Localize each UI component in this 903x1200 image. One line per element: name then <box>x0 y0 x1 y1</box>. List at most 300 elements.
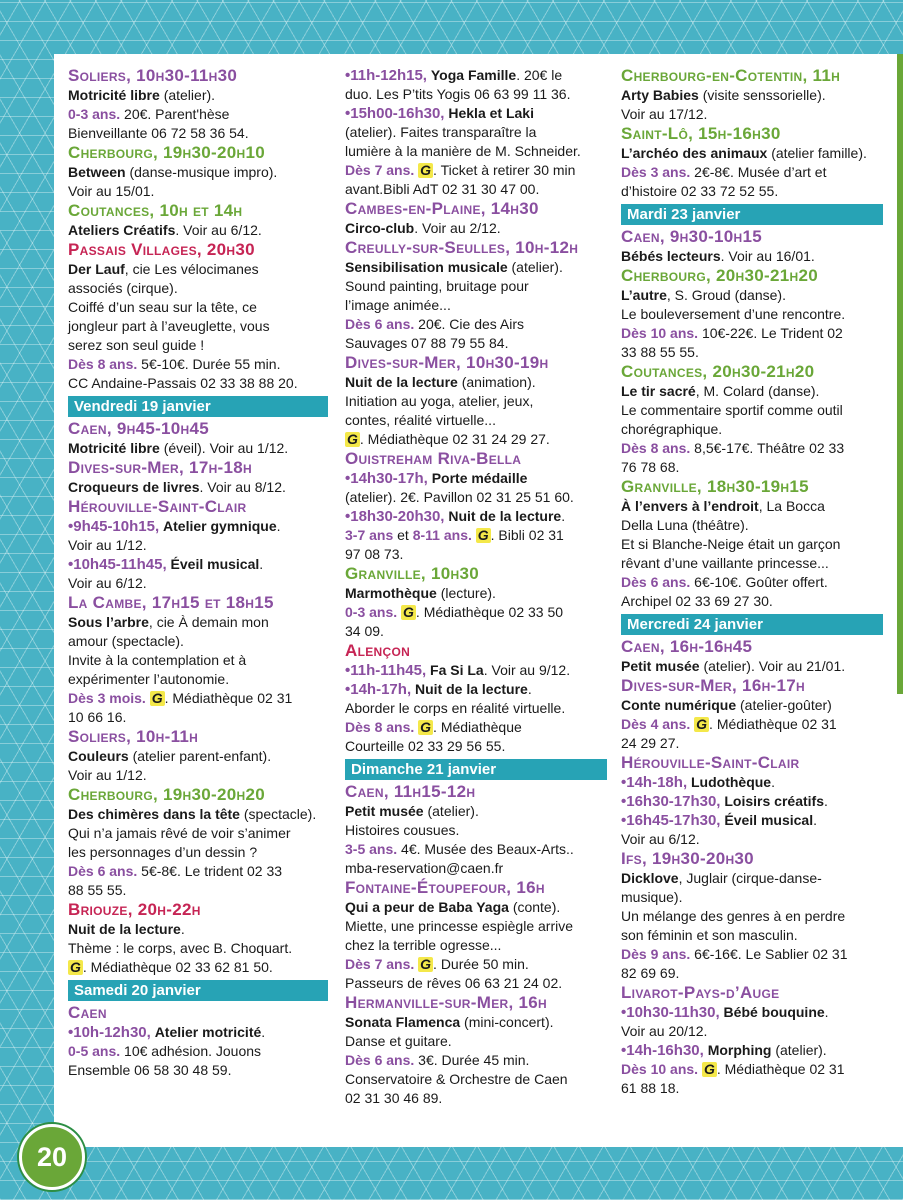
event-detail: . Médiathèque 02 31 <box>709 716 837 732</box>
event-detail: (danse-musique impro). <box>129 164 278 180</box>
event-detail: Qui n’a jamais rêvé de voir s’animer <box>68 825 291 841</box>
event-location-heading: Caen, 9h45-10h45 <box>68 419 210 438</box>
age-range: 0-3 ans. <box>68 106 121 122</box>
event-location-heading: Fontaine-Étoupefour, 16h <box>345 878 545 897</box>
event-text-line <box>68 124 328 143</box>
event-text-line <box>621 888 883 907</box>
event-text-line <box>621 792 883 811</box>
event-title: Sonata Flamenca <box>345 1014 461 1030</box>
event-text-line <box>621 516 883 535</box>
event-text-line <box>345 661 607 680</box>
event-detail: Voir au 1/12. <box>68 767 147 783</box>
event-title: Éveil musical <box>724 812 814 828</box>
event-text-line <box>345 545 607 564</box>
event-detail: 97 08 73. <box>345 546 404 562</box>
event-text-line <box>621 592 883 611</box>
event-detail: 10€ adhésion. Jouons <box>124 1043 262 1059</box>
event-location-heading: Caen <box>68 1003 107 1022</box>
event-location-heading: Dives-sur-Mer, 16h-17h <box>621 676 805 695</box>
event-text-line <box>345 1051 607 1070</box>
event-detail: Sound painting, bruitage pour <box>345 278 529 294</box>
day-header: Mardi 23 janvier <box>621 204 883 225</box>
event-text-line <box>345 1089 607 1108</box>
event-text-line <box>345 430 607 449</box>
event-detail: Voir au 17/12. <box>621 106 708 122</box>
event-detail: Coiffé d’un seau sur la tête, ce <box>68 299 257 315</box>
event-detail: (mini-concert). <box>464 1014 554 1030</box>
event-detail: rêvant d’une vaillante princesse... <box>621 555 829 571</box>
age-range: Dès 8 ans. <box>621 440 691 456</box>
event-detail: Voir au 6/12. <box>621 831 700 847</box>
event-text-line <box>621 773 883 792</box>
event-text-line <box>345 526 607 545</box>
event-text-line <box>68 881 328 900</box>
event-location-heading: Cambes-en-Plaine, 14h30 <box>345 199 539 218</box>
event-title: Couleurs <box>68 748 129 764</box>
event-text-line <box>68 574 328 593</box>
event-detail: amour (spectacle). <box>68 633 184 649</box>
event-text-line <box>621 830 883 849</box>
event-text-line <box>68 632 328 651</box>
event-detail: Voir au 6/12. <box>68 575 147 591</box>
event-detail: chorégraphique. <box>621 421 723 437</box>
event-text-line <box>345 219 607 238</box>
event-detail: 5€-10€. Durée 55 min. <box>141 356 281 372</box>
event-detail: . 20€ le <box>516 67 563 83</box>
event-title: Des chimères dans la tête <box>68 806 240 822</box>
event-detail: (spectacle). <box>243 806 317 822</box>
event-text-line <box>68 862 328 881</box>
event-detail: Archipel 02 33 69 27 30. <box>621 593 773 609</box>
event-detail: . <box>527 681 532 697</box>
event-detail: (atelier). <box>511 259 563 275</box>
event-text-line <box>621 734 883 753</box>
event-detail: 82 69 69. <box>621 965 680 981</box>
event-location-heading: Granville, 18h30-19h15 <box>621 477 809 496</box>
event-location-heading: Ouistreham Riva-Bella <box>345 449 522 468</box>
event-detail: lumière à la manière de M. Schneider. <box>345 143 581 159</box>
event-detail: 20€. Parent'hèse <box>124 106 230 122</box>
event-detail: jongleur part à l’aveuglette, vous <box>68 318 270 334</box>
event-text-line <box>68 163 328 182</box>
event-text-line <box>621 657 883 676</box>
event-detail: serez son seul guide ! <box>68 337 205 353</box>
event-detail: , Juglair (cirque-danse- <box>678 870 822 886</box>
day-header: Samedi 20 janvier <box>68 980 328 1001</box>
event-time: •16h45-17h30, <box>621 812 721 829</box>
event-detail: 4€. Musée des Beaux-Arts.. <box>401 841 574 857</box>
event-detail: les personnages d’un dessin ? <box>68 844 258 860</box>
event-title: Porte médaille <box>431 470 528 486</box>
event-detail: Initiation au yoga, atelier, jeux, <box>345 393 534 409</box>
event-title: Sensibilisation musicale <box>345 259 508 275</box>
event-text-line <box>621 1003 883 1022</box>
event-text-line <box>68 182 328 201</box>
page-edge-tab <box>897 54 903 694</box>
event-title: Hekla et Laki <box>448 105 534 121</box>
event-text-line <box>345 142 607 161</box>
event-detail: (conte). <box>512 899 561 915</box>
event-detail: mba-reservation@caen.fr <box>345 860 504 876</box>
event-title: Bébés lecteurs <box>621 248 721 264</box>
event-detail: son féminin et son masculin. <box>621 927 798 943</box>
event-detail: (atelier). Voir au 21/01. <box>703 658 846 674</box>
event-text-line <box>68 517 328 536</box>
event-detail: associés (cirque). <box>68 280 178 296</box>
event-detail: d’histoire 02 33 72 52 55. <box>621 183 779 199</box>
event-text-line <box>68 843 328 862</box>
event-text-line <box>68 260 328 279</box>
event-detail: , cie À demain mon <box>148 614 269 630</box>
event-detail: Courteille 02 33 29 56 55. <box>345 738 506 754</box>
event-title: Atelier motricité <box>154 1024 262 1040</box>
event-time: •14h-17h, <box>345 681 412 698</box>
event-detail: . <box>276 518 281 534</box>
event-detail: expérimenter l’autonomie. <box>68 671 230 687</box>
event-title: Nuit de la lecture <box>68 921 181 937</box>
column-middle <box>345 66 607 1108</box>
event-detail: avant.Bibli AdT 02 31 30 47 00. <box>345 181 540 197</box>
event-text-line <box>621 182 883 201</box>
event-text-line <box>68 536 328 555</box>
event-text-line <box>345 488 607 507</box>
event-detail: 10€-22€. Le Trident 02 <box>701 325 843 341</box>
event-title: Éveil musical <box>170 556 260 572</box>
event-detail: . <box>561 508 566 524</box>
event-text-line <box>621 382 883 401</box>
event-time: •15h00-16h30, <box>345 105 445 122</box>
event-location-heading: Cherbourg, 19h30-20h10 <box>68 143 265 162</box>
event-text-line <box>68 478 328 497</box>
event-detail: . <box>813 812 817 828</box>
event-detail: 5€-8€. Le trident 02 33 <box>141 863 283 879</box>
event-detail: Passeurs de rêves 06 63 21 24 02. <box>345 975 563 991</box>
event-text-line <box>345 66 607 85</box>
event-detail: 20€. Cie des Airs <box>418 316 524 332</box>
event-text-line <box>621 926 883 945</box>
event-detail: Thème : le corps, avec B. Choquart. <box>68 940 293 956</box>
event-text-line <box>621 286 883 305</box>
event-title: Nuit de la lecture <box>415 681 528 697</box>
event-text-line <box>621 1041 883 1060</box>
event-title: Qui a peur de Baba Yaga <box>345 899 509 915</box>
event-text-line <box>68 613 328 632</box>
event-text-line <box>345 737 607 756</box>
event-detail: 24 29 27. <box>621 735 680 751</box>
event-text-line <box>621 945 883 964</box>
event-text-line <box>345 180 607 199</box>
event-detail: Sauvages 07 88 79 55 84. <box>345 335 509 351</box>
column-right <box>621 66 883 1098</box>
event-text-line <box>345 334 607 353</box>
event-detail: . Voir au 2/12. <box>414 220 501 236</box>
age-range: Dès 6 ans. <box>621 574 691 590</box>
event-text-line <box>68 689 328 708</box>
event-text-line <box>68 1061 328 1080</box>
age-range: 0-3 ans. <box>345 604 398 620</box>
age-range: Dès 8 ans. <box>345 719 415 735</box>
event-detail: 33 88 55 55. <box>621 344 699 360</box>
age-range: Dès 4 ans. <box>621 716 691 732</box>
event-text-line <box>345 622 607 641</box>
event-title: L’archéo des animaux <box>621 145 768 161</box>
event-time: •11h-12h15, <box>345 67 427 84</box>
event-detail: (atelier parent-enfant). <box>132 748 272 764</box>
event-detail: . Bibli 02 31 <box>490 527 564 543</box>
event-detail: . <box>823 793 828 809</box>
event-text-line <box>621 554 883 573</box>
event-text-line <box>621 86 883 105</box>
event-title: Ludothèque <box>691 774 772 790</box>
event-text-line <box>345 974 607 993</box>
event-title: Le tir sacré <box>621 383 696 399</box>
event-location-heading: Cherbourg-en-Cotentin, 11h <box>621 66 841 85</box>
event-text-line <box>68 355 328 374</box>
event-text-line <box>345 840 607 859</box>
event-detail: . Médiathèque <box>433 719 522 735</box>
event-title: Circo-club <box>345 220 415 236</box>
event-text-line <box>345 507 607 526</box>
event-detail: Et si Blanche-Neige était un garçon <box>621 536 841 552</box>
age-range: 3-7 ans <box>345 527 394 543</box>
event-text-line <box>345 258 607 277</box>
event-text-line <box>68 824 328 843</box>
age-range: Dès 3 mois. <box>68 690 146 706</box>
event-detail: (atelier famille). <box>771 145 867 161</box>
event-text-line <box>345 296 607 315</box>
event-title: L’autre <box>621 287 667 303</box>
event-detail: . Voir au 6/12. <box>175 222 262 238</box>
event-detail: (animation). <box>461 374 536 390</box>
event-text-line <box>621 401 883 420</box>
event-detail: . Médiathèque 02 31 <box>716 1061 845 1077</box>
event-text-line <box>68 920 328 939</box>
event-detail: . <box>824 1004 829 1020</box>
event-title: Croqueurs de livres <box>68 479 200 495</box>
event-text-line <box>68 747 328 766</box>
event-title: Sous l’arbre <box>68 614 149 630</box>
event-detail: , M. Colard (danse). <box>695 383 820 399</box>
event-detail: , La Bocca <box>758 498 825 514</box>
event-text-line <box>345 104 607 123</box>
event-title: Ateliers Créatifs <box>68 222 176 238</box>
event-text-line <box>345 411 607 430</box>
age-range: Dès 3 ans. <box>621 164 691 180</box>
event-time: •9h45-10h15, <box>68 518 160 535</box>
event-time: •16h30-17h30, <box>621 793 721 810</box>
event-detail: Conservatoire & Orchestre de Caen <box>345 1071 568 1087</box>
event-text-line <box>345 1032 607 1051</box>
event-detail: (atelier). <box>775 1042 827 1058</box>
free-badge: G <box>151 690 163 706</box>
event-detail: 02 31 30 46 89. <box>345 1090 443 1106</box>
event-text-line <box>621 869 883 888</box>
event-text-line <box>68 86 328 105</box>
age-range: Dès 7 ans. <box>345 162 415 178</box>
event-time: •14h30-17h, <box>345 470 428 487</box>
event-location-heading: Creully-sur-Seulles, 10h-12h <box>345 238 579 257</box>
event-detail: Voir au 15/01. <box>68 183 155 199</box>
event-detail: . Médiathèque 02 33 50 <box>415 604 564 620</box>
event-detail: Invite à la contemplation et à <box>68 652 247 668</box>
event-detail: 8,5€-17€. Théâtre 02 33 <box>694 440 845 456</box>
free-badge: G <box>403 604 414 620</box>
event-detail: , S. Groud (danse). <box>666 287 786 303</box>
event-detail: 6€-10€. Goûter offert. <box>694 574 828 590</box>
event-detail: (visite senssorielle). <box>702 87 826 103</box>
event-text-line <box>68 708 328 727</box>
event-title: Petit musée <box>621 658 700 674</box>
event-location-heading: Cherbourg, 19h30-20h20 <box>68 785 265 804</box>
event-title: Arty Babies <box>621 87 699 103</box>
event-text-line <box>68 221 328 240</box>
event-location-heading: Granville, 10h30 <box>345 564 479 583</box>
event-text-line <box>345 917 607 936</box>
event-detail: 61 88 18. <box>621 1080 680 1096</box>
event-detail: (atelier). Faites transparaître la <box>345 124 537 140</box>
event-detail: . <box>261 1024 266 1040</box>
event-text-line <box>345 85 607 104</box>
event-title: Nuit de la lecture <box>448 508 562 524</box>
event-text-line <box>621 458 883 477</box>
event-location-heading: La Cambe, 17h15 et 18h15 <box>68 593 274 612</box>
event-location-heading: Caen, 9h30-10h15 <box>621 227 763 246</box>
event-title: Between <box>68 164 126 180</box>
event-location-heading: Dives-sur-Mer, 10h30-19h <box>345 353 549 372</box>
event-detail: 2€-8€. Musée d’art et <box>694 164 827 180</box>
event-detail: Miette, une princesse espiègle arrive <box>345 918 574 934</box>
event-detail: . Voir au 16/01. <box>720 248 815 264</box>
event-detail: (atelier). <box>427 803 479 819</box>
event-text-line <box>621 105 883 124</box>
event-detail: Danse et guitare. <box>345 1033 452 1049</box>
event-detail: chez la terrible ogresse... <box>345 937 502 953</box>
event-text-line <box>621 964 883 983</box>
event-text-line <box>345 392 607 411</box>
event-location-heading: Hérouville-Saint-Clair <box>621 753 800 772</box>
event-location-heading: Caen, 16h-16h45 <box>621 637 753 656</box>
event-text-line <box>345 277 607 296</box>
event-title: Motricité libre <box>68 440 160 456</box>
event-time: •10h30-11h30, <box>621 1004 720 1021</box>
event-location-heading: Hermanville-sur-Mer, 16h <box>345 993 547 1012</box>
event-detail: Le commentaire sportif comme outil <box>621 402 843 418</box>
event-location-heading: Hérouville-Saint-Clair <box>68 497 247 516</box>
event-text-line <box>345 373 607 392</box>
event-text-line <box>345 802 607 821</box>
event-detail: Aborder le corps en réalité virtuelle. <box>345 700 566 716</box>
event-detail: . <box>771 774 775 790</box>
event-title: Bébé bouquine <box>723 1004 825 1020</box>
age-range: Dès 8 ans. <box>68 356 138 372</box>
free-badge: G <box>70 959 81 975</box>
event-text-line <box>621 696 883 715</box>
event-text-line <box>68 279 328 298</box>
age-range: Dès 10 ans. <box>621 325 699 341</box>
event-title: À l’envers à l’endroit <box>621 498 759 514</box>
event-text-line <box>621 1022 883 1041</box>
event-text-line <box>68 939 328 958</box>
event-text-line <box>621 324 883 343</box>
event-text-line <box>621 144 883 163</box>
event-text-line <box>621 907 883 926</box>
event-text-line <box>345 584 607 603</box>
event-detail: 76 78 68. <box>621 459 680 475</box>
event-location-heading: Ifs, 19h30-20h30 <box>621 849 754 868</box>
event-time: •10h45-11h45, <box>68 556 167 573</box>
event-detail: (atelier-goûter) <box>740 697 832 713</box>
event-detail: Bienveillante 06 72 58 36 54. <box>68 125 249 141</box>
page-number-badge: 20 <box>19 1124 85 1190</box>
event-text-line <box>345 718 607 737</box>
event-text-line <box>621 1079 883 1098</box>
age-range: 8-11 ans. <box>412 527 472 543</box>
event-detail: 88 55 55. <box>68 882 127 898</box>
day-header: Mercredi 24 janvier <box>621 614 883 635</box>
event-detail: . Ticket à retirer 30 min <box>433 162 576 178</box>
event-detail: 6€-16€. Le Sablier 02 31 <box>694 946 848 962</box>
event-detail: . Voir au 8/12. <box>199 479 286 495</box>
event-title: Dicklove <box>621 870 679 886</box>
event-title: Motricité libre <box>68 87 160 103</box>
event-detail: . <box>259 556 264 572</box>
event-text-line <box>68 805 328 824</box>
age-range: Dès 7 ans. <box>345 956 415 972</box>
event-text-line <box>621 497 883 516</box>
event-title: Fa Si La <box>430 662 484 678</box>
free-badge: G <box>420 719 432 735</box>
event-text-line <box>621 305 883 324</box>
event-text-line <box>345 859 607 878</box>
event-time: •11h-11h45, <box>345 662 427 679</box>
free-badge: G <box>347 431 358 447</box>
day-header: Vendredi 19 janvier <box>68 396 328 417</box>
event-text-line <box>68 958 328 977</box>
event-detail: . Durée 50 min. <box>433 956 529 972</box>
event-text-line <box>68 1042 328 1061</box>
event-text-line <box>345 936 607 955</box>
event-text-line <box>68 766 328 785</box>
event-text-line <box>345 955 607 974</box>
event-title: Conte numérique <box>621 697 737 713</box>
event-detail: CC Andaine-Passais 02 33 38 88 20. <box>68 375 298 391</box>
event-text-line <box>345 898 607 917</box>
event-text-line <box>68 670 328 689</box>
event-time: •10h-12h30, <box>68 1024 151 1041</box>
event-detail: duo. Les P’tits Yogis 06 63 99 11 36. <box>345 86 571 102</box>
event-time: •14h-18h, <box>621 774 688 791</box>
event-detail: . <box>180 921 185 937</box>
event-text-line <box>68 298 328 317</box>
event-title: Morphing <box>707 1042 772 1058</box>
event-detail: (atelier). 2€. Pavillon 02 31 25 51 60. <box>345 489 574 505</box>
event-text-line <box>345 699 607 718</box>
event-text-line <box>345 315 607 334</box>
event-text-line <box>621 573 883 592</box>
age-range: Dès 10 ans. <box>621 1061 699 1077</box>
event-text-line <box>68 105 328 124</box>
event-text-line <box>621 535 883 554</box>
event-text-line <box>621 811 883 830</box>
event-location-heading: Passais Villages, 20h30 <box>68 240 255 259</box>
event-text-line <box>345 680 607 699</box>
age-range: 3-5 ans. <box>345 841 398 857</box>
event-detail: l’image animée... <box>345 297 451 313</box>
event-location-heading: Coutances, 20h30-21h20 <box>621 362 815 381</box>
event-text-line <box>345 469 607 488</box>
event-location-heading: Coutances, 10h et 14h <box>68 201 243 220</box>
event-detail: . Voir au 9/12. <box>483 662 571 678</box>
